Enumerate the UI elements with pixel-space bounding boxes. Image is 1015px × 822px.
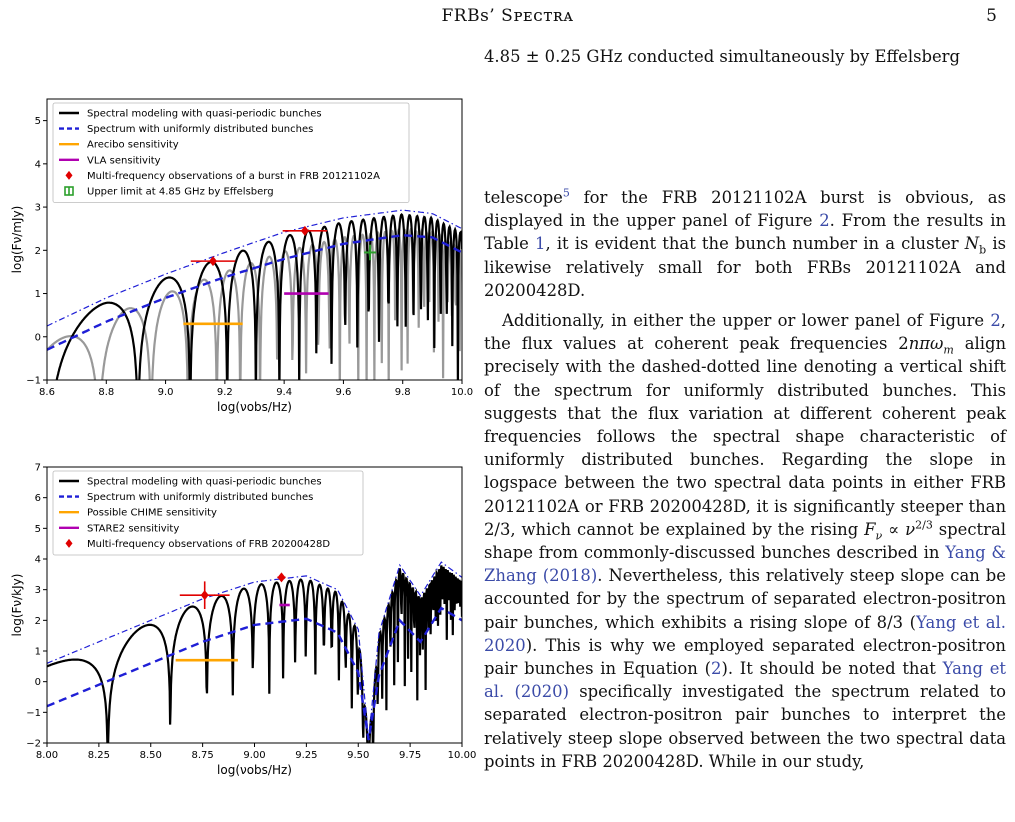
y-tick-label: 0	[34, 332, 41, 344]
x-tick-label: 8.00	[35, 750, 59, 761]
x-tick-label: 9.00	[243, 750, 266, 761]
figure-top	[0, 92, 474, 414]
paragraph-fragment: 4.85 ± 0.25 GHz conducted simultaneously by Effelsberg	[484, 47, 961, 66]
text-run: . From the results in Table	[484, 211, 1007, 254]
figure-bottom-chart	[0, 460, 477, 777]
x-tick-label: 9.25	[295, 750, 318, 761]
citation-link[interactable]: 2	[990, 311, 1001, 331]
text-run: b	[979, 243, 987, 257]
legend-label: Multi-frequency observations of a burst in FRB 20121102A	[87, 170, 380, 182]
x-tick-label: 9.75	[398, 750, 422, 761]
text-run: align precisely with the dashed-dotted line denoting a vertical shift of the spectrum for uniformly distributed bunches. This suggests that the flux variation at different coherent peak frequencies follows the spectral shape characteristic of uniformly distributed bunches. Regarding the slope in logspace between the two spectral data points in either FRB 20121102A or FRB 20200428D, it is significantly steeper than 2/3, which cannot be explained by the rising	[484, 334, 1006, 539]
text-run: F	[864, 519, 876, 539]
citation-link[interactable]: 5	[562, 186, 570, 200]
y-tick-label: 1	[34, 289, 41, 301]
y-tick-label: 3	[34, 585, 41, 597]
legend-label: Spectrum with uniformly distributed bunches	[87, 492, 314, 504]
citation-link[interactable]: Yang & Zhang (2018)	[484, 543, 1006, 586]
x-tick-label: 9.6	[335, 387, 352, 398]
text-run: ). This is why we employed separated electron-positron pair bunches in Equation (	[484, 635, 1006, 679]
y-tick-label: −1	[26, 375, 41, 387]
text-run: for the FRB 20121102A burst is obvious, as displayed in the upper panel of Figure	[484, 188, 1006, 231]
text-run: , it is evident that the bunch number in a cluster	[545, 234, 965, 254]
y-tick-label: 0	[34, 677, 41, 689]
y-axis-label: log(Fν/kJy)	[10, 573, 24, 637]
observation-marker	[277, 572, 285, 582]
text-run: ν	[905, 519, 916, 539]
x-tick-label: 8.75	[191, 750, 214, 761]
x-tick-label: 8.8	[98, 387, 115, 398]
y-tick-label: 1	[34, 646, 41, 658]
x-tick-label: 8.25	[87, 750, 111, 761]
text-line-top	[484, 45, 1006, 68]
text-run: ∝	[882, 519, 906, 539]
y-tick-label: 7	[34, 462, 41, 474]
text-run: telescope	[484, 188, 563, 207]
text-run: is likewise relatively small for both FRBs 20121102A and 20200428D.	[484, 234, 1006, 300]
y-tick-label: 5	[34, 523, 41, 535]
y-tick-label: −2	[26, 738, 41, 750]
text-run: Additionally, in either the upper or lower panel of Figure	[502, 311, 991, 331]
text-run: m	[943, 343, 954, 357]
plot-area	[47, 210, 462, 401]
text-run: N	[964, 234, 980, 254]
page-number: 5	[986, 6, 997, 26]
x-tick-label: 8.6	[39, 387, 55, 398]
y-tick-label: 3	[34, 202, 41, 214]
running-head-title: FRBs’ Sᴘᴇᴄᴛʀᴀ	[441, 6, 574, 26]
text-run: ν	[875, 529, 883, 543]
y-tick-label: 2	[34, 245, 41, 257]
citation-link[interactable]: 2	[819, 211, 830, 231]
x-tick-label: 9.8	[394, 387, 411, 398]
x-tick-label: 9.4	[276, 387, 293, 398]
text-run: ). It should be noted that	[721, 659, 943, 679]
legend-label: STARE2 sensitivity	[87, 523, 180, 535]
x-tick-label: 10.00	[447, 750, 477, 761]
legend-label: VLA sensitivity	[87, 155, 161, 167]
y-axis-label: log(Fν/mJy)	[10, 205, 24, 274]
spectral-model-curve	[47, 565, 462, 758]
x-tick-label: 10.0	[450, 387, 474, 398]
y-tick-label: 5	[34, 116, 41, 128]
x-tick-label: 9.50	[347, 750, 370, 761]
legend-label: Possible CHIME sensitivity	[87, 507, 217, 519]
paragraph-1	[484, 186, 1006, 302]
text-run: nπω	[908, 334, 944, 354]
x-tick-label: 8.50	[139, 750, 162, 761]
legend-label: Upper limit at 4.85 GHz by Effelsberg	[87, 186, 274, 198]
legend-label: Spectral modeling with quasi-periodic bunches	[87, 108, 322, 120]
citation-link[interactable]: 2	[711, 659, 722, 679]
running-head	[0, 6, 1015, 28]
legend-label: Spectral modeling with quasi-periodic bunches	[87, 476, 322, 488]
citation-link[interactable]: Yang et al. 2020	[484, 612, 1006, 655]
text-run: 2/3	[915, 518, 933, 532]
legend-label: Arecibo sensitivity	[87, 139, 179, 151]
figure-top-chart	[0, 92, 474, 414]
citation-link[interactable]: 1	[535, 234, 546, 254]
y-tick-label: 6	[34, 493, 41, 505]
text-body	[484, 186, 1006, 773]
x-tick-label: 9.0	[157, 387, 174, 398]
y-tick-label: −1	[26, 707, 41, 719]
text-run: . Nevertheless, this relatively steep slope can be accounted for by the spectrum of separated electron-positron pair bunches, which exhibits a rising slope of 8/3 (	[484, 566, 1006, 632]
legend-label: Multi-frequency observations of FRB 20200428D	[87, 538, 331, 550]
x-axis-label: log(νobs/Hz)	[217, 400, 292, 414]
citation-link[interactable]: Yang et al. (2020)	[484, 659, 1006, 702]
text-run: specifically investigated the spectrum related to separated electron-positron pair bunches to interpret the relatively steep slope observed between the two spectral data points in FRB 20200428D. While in our study,	[484, 682, 1007, 771]
y-tick-label: 2	[34, 615, 41, 627]
plot-area	[47, 562, 462, 758]
text-run: , the flux values at coherent peak frequencies 2	[484, 311, 1006, 354]
y-tick-label: 4	[34, 554, 41, 566]
x-tick-label: 9.2	[216, 387, 233, 398]
x-axis-label: log(νobs/Hz)	[217, 763, 292, 777]
figure-bottom	[0, 460, 477, 777]
y-tick-label: 4	[34, 159, 41, 171]
text-run: spectral shape from commonly-discussed bunches described in	[484, 519, 1006, 563]
legend-label: Spectrum with uniformly distributed bunches	[87, 124, 314, 136]
paragraph-2	[484, 309, 1006, 773]
